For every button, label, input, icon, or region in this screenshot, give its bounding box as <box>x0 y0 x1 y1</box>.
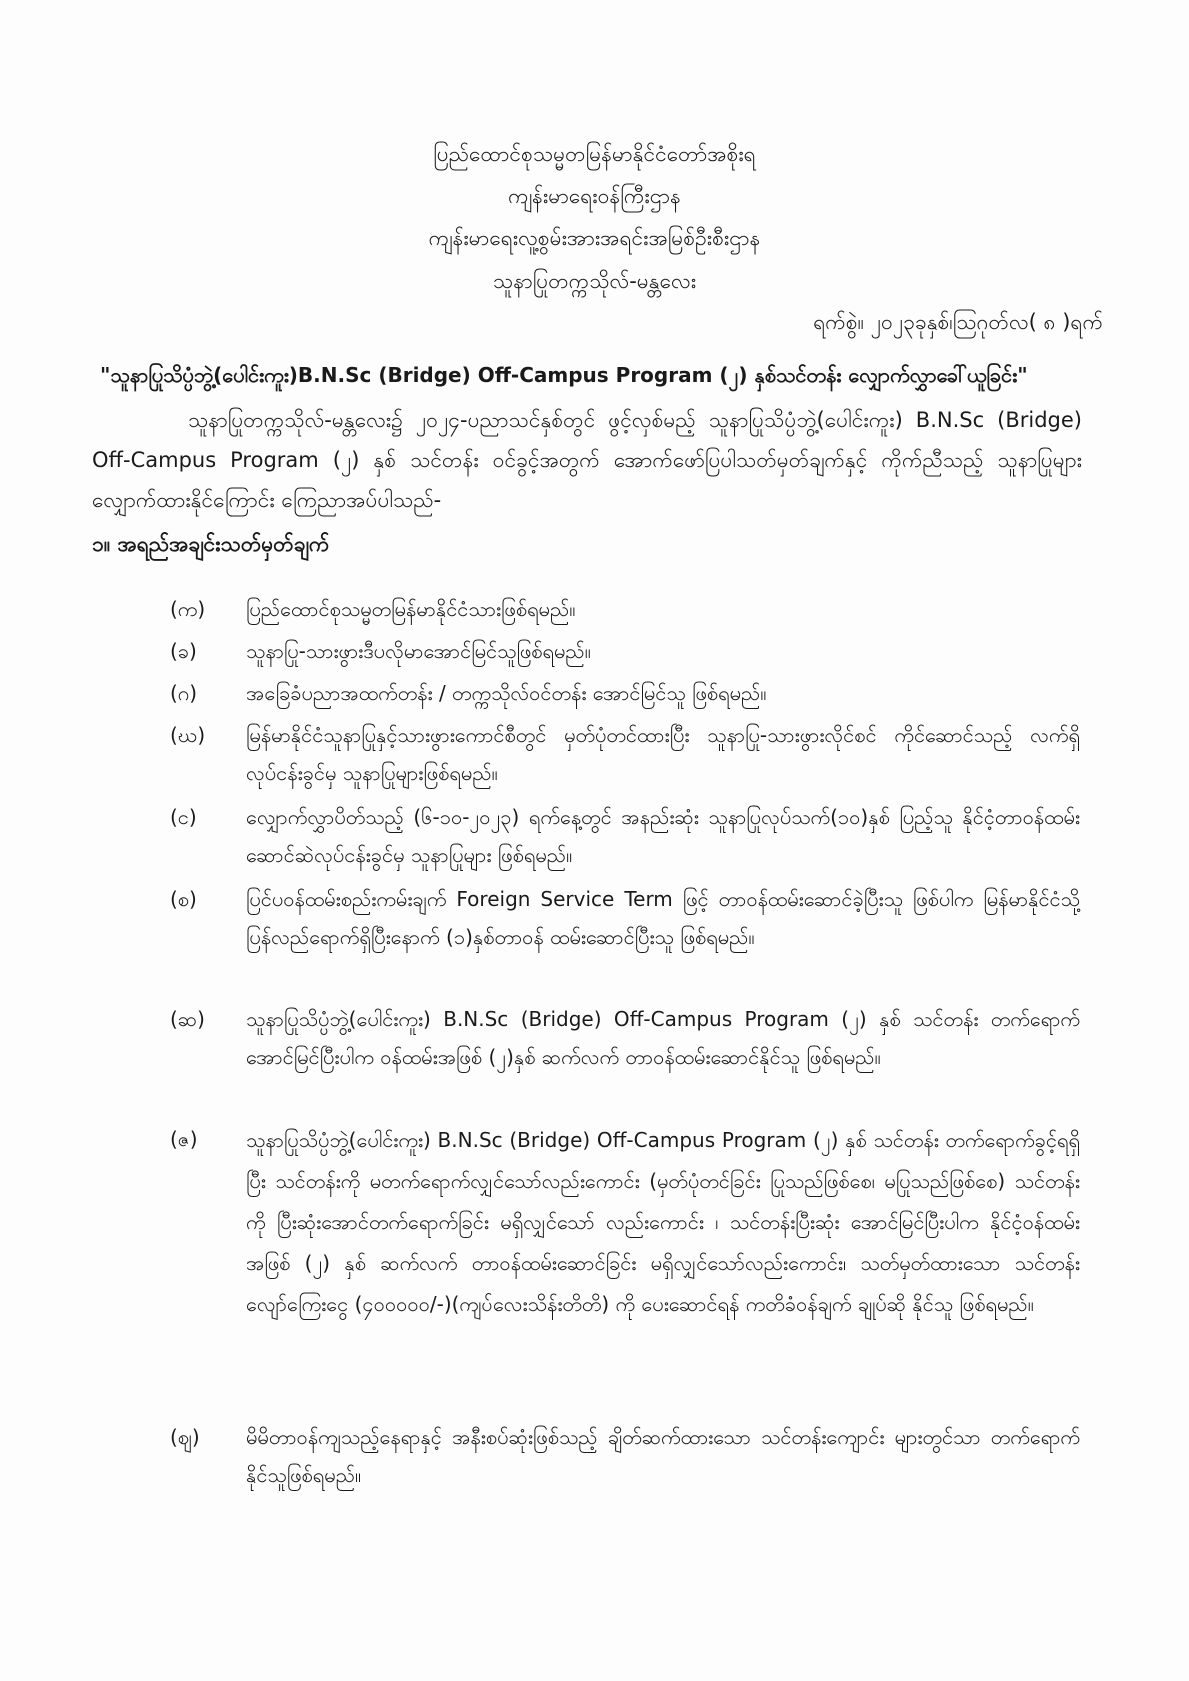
item-text: ပြင်ပဝန်ထမ်းစည်းကမ်းချက် Foreign Service Term ဖြင့် တာဝန်ထမ်းဆောင်ခဲ့ပြီးသူ ဖြစ်ပါက မြန်မာနိုင်ငံသို့ ပြန်လည်ရောက်ရှိပြီးနောက် (၁)နှစ်တာဝန် ထမ်းဆောင်ပြီးသူ ဖြစ်ရမည်။ <box>246 887 1080 949</box>
government-name: ပြည်ထောင်စုသမ္မတမြန်မာနိုင်ငံတော်အစိုးရ <box>433 142 756 166</box>
item-text: သူနာပြုသိပ္ပံဘွဲ့(ပေါင်းကူး) B.N.Sc (Bridge) Off-Campus Program (၂) နှစ် သင်တန်း တက်ရောက်ခွင့်ရရှိပြီး သင်တန်းကို မတက်ရောက်လျှင်သော်လည်းကောင်း (မှတ်ပုံတင်ခြင်း ပြုသည်ဖြစ်စေ၊ မပြုသည်ဖြစ်စေ) သင်တန်းကို ပြီးဆုံးအောင်တက်ရောက်ခြင်း မရှိလျှင်သော် လည်းကောင်း ၊ သင်တန်းပြီးဆုံး အောင်မြင်ပြီးပါက နိုင်ငံ့ဝန်ထမ်းအဖြစ် (၂) နှစ် ဆက်လက် တာဝန်ထမ်းဆောင်ခြင်း မရှိလျှင်သော်လည်းကောင်း၊ သတ်မှတ်ထားသော သင်တန်း လျော်ကြေးငွေ (၄၀၀၀၀၀/-)(ကျပ်လေးသိန်းတိတိ) ကို ပေးဆောင်ရန် ကတိခံဝန်ချက် ချုပ်ဆို နိုင်သူ ဖြစ်ရမည်။ <box>246 1128 1080 1316</box>
item-marker: (ဂ) <box>170 681 198 705</box>
item-text: မိမိတာဝန်ကျသည့်နေရာနှင့် အနီးစပ်ဆုံးဖြစ်သည့် ချိတ်ဆက်ထားသော သင်တန်းကျောင်း များတွင်သာ တက်ရောက်နိုင်သူဖြစ်ရမည်။ <box>246 1425 1080 1487</box>
item-marker: (င) <box>170 805 197 829</box>
item-text: မြန်မာနိုင်ငံသူနာပြုနှင့်သားဖွားကောင်စီတွင် မှတ်ပုံတင်ထားပြီး သူနာပြု-သားဖွားလိုင်စင် ကိုင်ဆောင်သည့် လက်ရှိလုပ်ငန်းခွင်မှ သူနာပြုများဖြစ်ရမည်။ <box>246 723 1080 785</box>
item-marker: (ဇ) <box>170 1127 198 1151</box>
item-text: အခြေခံပညာအထက်တန်း / တက္ကသိုလ်ဝင်တန်း အောင်မြင်သူ ဖြစ်ရမည်။ <box>246 681 767 705</box>
ministry-name: ကျန်းမာရေးဝန်ကြီးဌာန <box>508 184 681 208</box>
item-text: သူနာပြုသိပ္ပံဘွဲ့(ပေါင်းကူး) B.N.Sc (Bridge) Off-Campus Program (၂) နှစ် သင်တန်း တက်ရောက်အောင်မြင်ပြီးပါက ဝန်ထမ်းအဖြစ် (၂)နှစ် ဆက်လက် တာဝန်ထမ်းဆောင်နိုင်သူ ဖြစ်ရမည်။ <box>246 1007 1080 1069</box>
intro-paragraph: သူနာပြုတက္ကသိုလ်-မန္တလေး၌ ၂၀၂၄-ပညာသင်နှစ်တွင် ဖွင့်လှစ်မည့် သူနာပြုသိပ္ပံဘွဲ့(ပေါင်းကူး) B.N.Sc (Bridge) Off-Campus Program (၂) နှစ် သင်တန်း ဝင်ခွင့်အတွက် အောက်ဖော်ပြပါသတ်မှတ်ချက်နှင့် ကိုက်ညီသည့် သူနာပြုများ လျှောက်ထားနိုင်ကြောင်း ကြေညာအပ်ပါသည်- <box>92 408 1082 512</box>
section-heading: ၁။ အရည်အချင်းသတ်မှတ်ချက် <box>92 532 330 556</box>
item-marker: (ဃ) <box>170 723 206 747</box>
item-marker: (ဆ) <box>170 1007 205 1031</box>
item-text: ပြည်ထောင်စုသမ္မတမြန်မာနိုင်ငံသားဖြစ်ရမည်။ <box>246 597 576 621</box>
university-name: သူနာပြုတက္ကသိုလ်-မန္တလေး <box>492 269 697 293</box>
item-text: သူနာပြု-သားဖွားဒီပလိုမာအောင်မြင်သူဖြစ်ရမည်။ <box>246 639 591 663</box>
item-marker: (က) <box>170 597 206 621</box>
item-marker: (ခ) <box>170 639 197 663</box>
department-name: ကျန်းမာရေးလူ့စွမ်းအားအရင်းအမြစ်ဦးစီးဌာန <box>428 226 761 250</box>
item-marker: (ဈ) <box>170 1425 200 1449</box>
announcement-title: "သူနာပြုသိပ္ပံဘွဲ့(ပေါင်းကူး)B.N.Sc (Bridge) Off-Campus Program (၂) နှစ်သင်တန်း လျှောက်လွှာခေါ်ယူခြင်း" <box>100 363 1028 387</box>
item-text: လျှောက်လွှာပိတ်သည့် (၆-၁၀-၂၀၂၃) ရက်နေ့တွင် အနည်းဆုံး သူနာပြုလုပ်သက်(၁၀)နှစ် ပြည့်သူ နိုင်ငံ့တာဝန်ထမ်းဆောင်ဆဲလုပ်ငန်းခွင်မှ သူနာပြုများ ဖြစ်ရမည်။ <box>246 805 1080 867</box>
item-marker: (စ) <box>170 887 197 911</box>
document-date: ရက်စွဲ။ ၂၀၂၃ခုနှစ်၊ဩဂုတ်လ( ၈ )ရက် <box>813 310 1103 334</box>
